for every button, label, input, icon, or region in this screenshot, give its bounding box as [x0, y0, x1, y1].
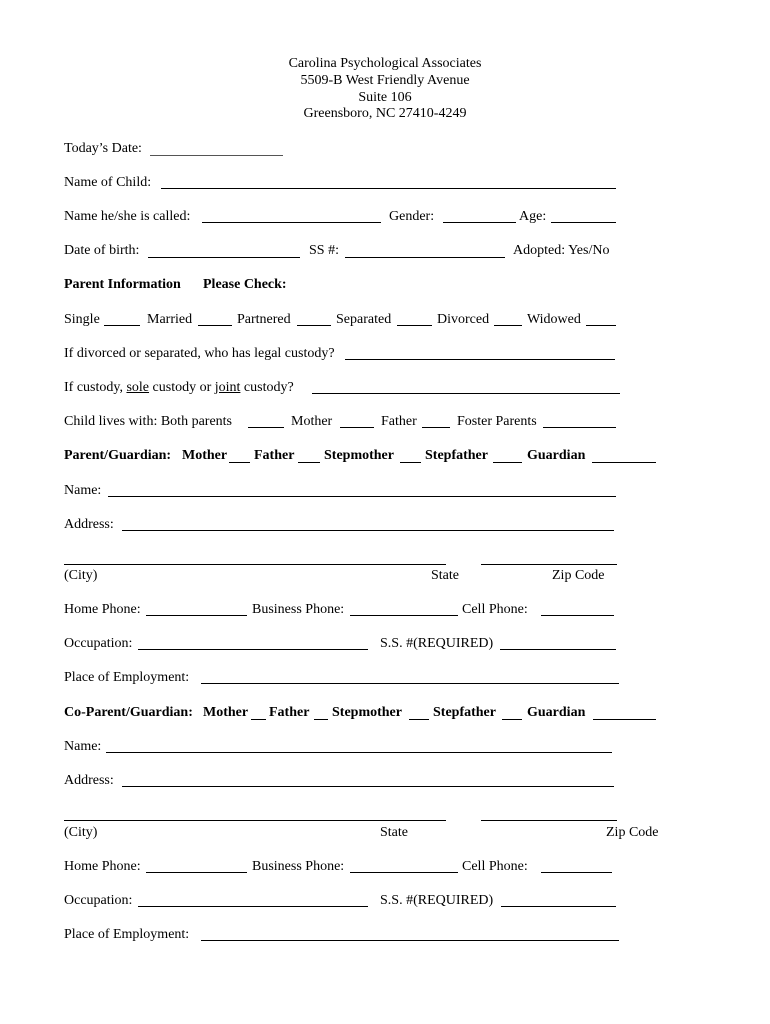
pg-zip-label: Zip Code: [552, 568, 605, 583]
pg-employment-label: Place of Employment:: [64, 670, 190, 685]
cpg-home-phone-label: Home Phone:: [64, 859, 141, 874]
pg-mother-label: Mother: [182, 448, 228, 463]
cpg-occupation-label: Occupation:: [64, 893, 133, 908]
cpg-address-label: Address:: [64, 773, 114, 788]
cpg-mother-field[interactable]: [251, 719, 266, 720]
todays-date-field[interactable]: [150, 155, 283, 156]
cpg-employment-field[interactable]: [201, 940, 619, 941]
single-field[interactable]: [104, 325, 140, 326]
partnered-field[interactable]: [297, 325, 331, 326]
gender-label: Gender:: [389, 209, 435, 224]
custody-suffix: custody?: [240, 380, 294, 395]
cpg-state-label: State: [380, 825, 408, 840]
married-field[interactable]: [198, 325, 232, 326]
todays-date-label: Today’s Date:: [64, 141, 142, 156]
joint-text: joint: [214, 380, 241, 395]
cpg-business-phone-field[interactable]: [350, 872, 458, 873]
pg-guardian-field[interactable]: [592, 462, 656, 463]
pg-cell-phone-field[interactable]: [541, 615, 614, 616]
pg-father-field[interactable]: [298, 462, 320, 463]
custody-prefix: If custody,: [64, 380, 127, 395]
pg-occupation-label: Occupation:: [64, 636, 133, 651]
gender-field[interactable]: [443, 222, 516, 223]
dob-field[interactable]: [148, 257, 300, 258]
married-label: Married: [147, 312, 193, 327]
called-label: Name he/she is called:: [64, 209, 191, 224]
lives-father-field[interactable]: [422, 427, 450, 428]
cpg-guardian-label: Guardian: [527, 705, 586, 720]
cpg-city-label: (City): [64, 825, 98, 840]
pg-ss-required-field[interactable]: [500, 649, 616, 650]
pg-name-label: Name:: [64, 483, 102, 498]
lives-father-label: Father: [381, 414, 417, 429]
divorced-field[interactable]: [494, 325, 522, 326]
lives-mother-field[interactable]: [340, 427, 374, 428]
called-field[interactable]: [202, 222, 381, 223]
pg-stepfather-field[interactable]: [493, 462, 522, 463]
pg-name-field[interactable]: [108, 496, 616, 497]
foster-parents-label: Foster Parents: [457, 414, 537, 429]
cpg-mother-label: Mother: [203, 705, 249, 720]
city-state-zip: Greensboro, NC 27410-4249: [303, 106, 467, 121]
pg-stepmother-label: Stepmother: [324, 448, 394, 463]
please-check-heading: Please Check:: [203, 277, 287, 292]
pg-guardian-label: Guardian: [527, 448, 586, 463]
foster-parents-field[interactable]: [543, 427, 616, 428]
cpg-father-field[interactable]: [314, 719, 328, 720]
cpg-employment-label: Place of Employment:: [64, 927, 190, 942]
cpg-business-phone-label: Business Phone:: [252, 859, 345, 874]
cpg-cell-phone-field[interactable]: [541, 872, 612, 873]
legal-custody-label: If divorced or separated, who has legal custody?: [64, 346, 335, 361]
cpg-stepmother-field[interactable]: [409, 719, 429, 720]
cpg-name-field[interactable]: [106, 752, 612, 753]
single-label: Single: [64, 312, 100, 327]
org-name: Carolina Psychological Associates: [288, 56, 482, 71]
pg-city-state-field[interactable]: [64, 564, 446, 565]
cpg-ss-required-field[interactable]: [501, 906, 616, 907]
separated-label: Separated: [336, 312, 392, 327]
pg-ss-required-label: S.S. #(REQUIRED): [380, 636, 494, 651]
ss-label: SS #:: [309, 243, 339, 258]
cpg-cell-phone-label: Cell Phone:: [462, 859, 528, 874]
both-parents-field[interactable]: [248, 427, 284, 428]
age-label: Age:: [519, 209, 547, 224]
pg-heading: Parent/Guardian:: [64, 448, 172, 463]
cpg-stepfather-field[interactable]: [502, 719, 522, 720]
custody-type-label: [64, 380, 294, 396]
street-address: 5509-B West Friendly Avenue: [300, 73, 470, 88]
widowed-label: Widowed: [527, 312, 581, 327]
pg-employment-field[interactable]: [201, 683, 619, 684]
cpg-stepmother-label: Stepmother: [332, 705, 402, 720]
child-name-field[interactable]: [161, 188, 616, 189]
child-name-label: Name of Child:: [64, 175, 152, 190]
cpg-address-field[interactable]: [122, 786, 614, 787]
separated-field[interactable]: [397, 325, 432, 326]
cpg-name-label: Name:: [64, 739, 102, 754]
pg-city-label: (City): [64, 568, 98, 583]
pg-state-label: State: [431, 568, 459, 583]
custody-middle: custody or: [149, 380, 215, 395]
parent-info-heading: Parent Information: [64, 277, 181, 292]
legal-custody-field[interactable]: [345, 359, 615, 360]
sole-text: sole: [126, 380, 150, 395]
lives-with-label: Child lives with: Both parents: [64, 414, 232, 429]
pg-occupation-field[interactable]: [138, 649, 368, 650]
suite: Suite 106: [358, 90, 412, 105]
pg-business-phone-field[interactable]: [350, 615, 458, 616]
divorced-label: Divorced: [437, 312, 490, 327]
pg-home-phone-field[interactable]: [146, 615, 247, 616]
pg-mother-field[interactable]: [229, 462, 250, 463]
cpg-home-phone-field[interactable]: [146, 872, 247, 873]
pg-father-label: Father: [254, 448, 295, 463]
pg-address-field[interactable]: [122, 530, 614, 531]
ss-field[interactable]: [345, 257, 505, 258]
cpg-occupation-field[interactable]: [138, 906, 368, 907]
pg-address-label: Address:: [64, 517, 114, 532]
pg-business-phone-label: Business Phone:: [252, 602, 345, 617]
cpg-city-state-field[interactable]: [64, 820, 446, 821]
pg-zip-field[interactable]: [481, 564, 617, 565]
cpg-zip-field[interactable]: [481, 820, 617, 821]
cpg-father-label: Father: [269, 705, 310, 720]
adopted-label[interactable]: Adopted: Yes/No: [513, 243, 610, 258]
lives-mother-label: Mother: [291, 414, 333, 429]
age-field[interactable]: [551, 222, 616, 223]
dob-label: Date of birth:: [64, 243, 140, 258]
cpg-zip-label: Zip Code: [606, 825, 659, 840]
pg-stepmother-field[interactable]: [400, 462, 421, 463]
pg-cell-phone-label: Cell Phone:: [462, 602, 528, 617]
cpg-guardian-field[interactable]: [593, 719, 656, 720]
cpg-stepfather-label: Stepfather: [433, 705, 496, 720]
widowed-field[interactable]: [586, 325, 616, 326]
partnered-label: Partnered: [237, 312, 291, 327]
custody-type-field[interactable]: [312, 393, 620, 394]
pg-stepfather-label: Stepfather: [425, 448, 488, 463]
pg-home-phone-label: Home Phone:: [64, 602, 141, 617]
cpg-ss-required-label: S.S. #(REQUIRED): [380, 893, 494, 908]
cpg-heading: Co-Parent/Guardian:: [64, 705, 193, 720]
